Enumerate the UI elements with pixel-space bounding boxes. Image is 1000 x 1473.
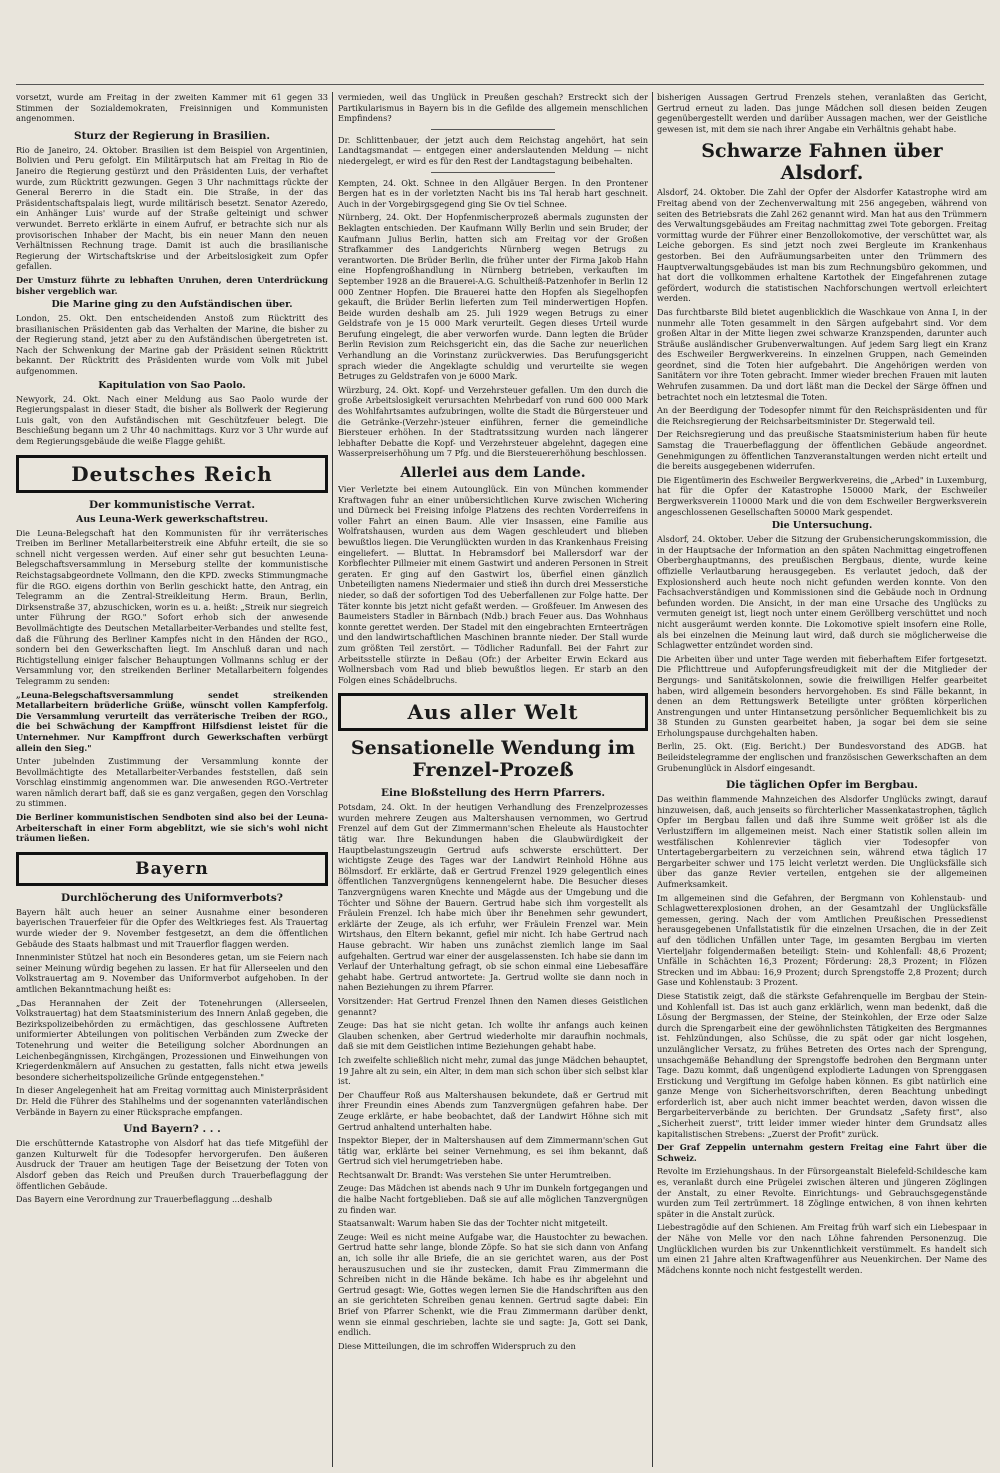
section-title: Aus aller Welt bbox=[407, 700, 579, 725]
article-text: Der Graf Zeppelin unternahm gestern Freitag eine Fahrt über die Schweiz. bbox=[657, 1142, 987, 1163]
article-text: Die erschütternde Katastrophe von Alsdorf hat das tiefe Mitgefühl der ganzen Kulturwelt für die Todesopfer hervorgerufen. Den äußeren Ausdruck der Trauer am heutigen Tage der Beisetzung der Toten von Alsdorf geben das Reich und Preußen durch Trauerbeflaggung der öffentlichen Gebäude. bbox=[16, 1138, 328, 1191]
article-text: Rio de Janeiro, 24. Oktober. Brasilien ist dem Beispiel von Argentinien, Bolivien und Peru gefolgt. Ein Militärputsch hat am Freitag in Rio de Janeiro die Regierung gestürzt und den Präsidenten Luis, der verhaftet wurde, zum Rücktritt gezwungen. Gegen 3 Uhr nachmittags rückte der General Bererro in die Stadt ein. Die Straße, in der das Präsidentschaftspalais liegt, wurde militärisch besetzt. Senator Azeredo, ein Anhänger Luis' wurde auf der Straße gelteinigt und schwer verwundet. Berreto erklärte in einem Aufruf, er betrachte sich nur als provisorischen Inhaber der Macht, bis ein neuer Mann den neuen Verhältnissen Rechnung trage. Damit ist auch die brasilianische Regierung der Wirtschaftskrise und der Arbeitslosigkeit zum Opfer gefallen. bbox=[16, 144, 328, 272]
top-rule bbox=[16, 84, 984, 85]
subheadline: Aus Leuna-Werk gewerkschaftstreu. bbox=[75, 513, 269, 525]
separator bbox=[431, 172, 555, 173]
article-text: Revolte im Erziehungshaus. In der Fürsorgeanstalt Bielefeld-Schildesche kam es, veranlaßt durch eine Prügelei zwischen älteren und jüngeren Zöglingen der Anstalt, zu einer Revolte. Einrichtungs- und Gebrauchsgegenstände wurden zum Teil zertrümmert. 18 Zöglinge entwichen, 8 von ihnen kehrten später in die Anstalt zurück. bbox=[657, 1166, 987, 1219]
column-3 bbox=[657, 92, 987, 1467]
article-text: Die Arbeiten über und unter Tage werden mit fieberhaftem Eifer fortgesetzt. Die Pflichttreue und Aufopferungsfreudigkeit mit der die Mitglieder der Bergungs- und Sanitätskolonnen, sowie die freiwilligen Helfer gearbeitet haben, wird allgemein besonders hervorgehoben. Es sind Fälle bekannt, in denen an dem Rettungswerk Beteiligte unter größten körperlichen Anstrengungen und unter Hintansetzung persönlicher Bequemlichkeit bis zu 38 Stunden zu Gunsten gearbeitet haben, ja sogar bei dem sie seine Erholungspause durchgehalten haben. bbox=[657, 653, 987, 738]
article-text: Der Reichsregierung und das preußische Staatsministerium haben für heute Samstag die Trauerbeflaggung der öffentlichen Gebäude angeordnet. Genehmigungen zu öffentlichen Tanzveranstaltungen werden nicht erteilt und die bereits ausgegebenen widerrufen. bbox=[657, 429, 987, 472]
article-text: Das weithin flammende Mahnzeichen des Alsdorfer Unglücks zwingt, darauf hinzuweisen, daß, auch jenseits so fürchterlicher Massenkatastrophen, täglich Opfer im Bergbau fallen und daß ihre Summe weit größer ist als die Verlustziffern im allgemeinen meist. Nach einer Statistik sollen allein im westfälischen Kohlenrevier täglich vier Todesopfer von Untertagebergarbeitern zu verzeichnen sein, während etwa täglich 17 Bergarbeiter schwer und 175 leicht verletzt werden. Die Unglücksfälle sich über das ganze Revier verteilen, entgehen sie der allgemeinen Aufmerksamkeit. bbox=[657, 794, 987, 889]
article-text: Zeuge: Das Mädchen ist abends nach 9 Uhr im Dunkeln fortgegangen und die halbe Nacht fortgeblieben. Daß sie auf alle möglichen Tanzvergnügen zu finden war. bbox=[338, 1183, 648, 1215]
article-text: Alsdorf, 24. Oktober. Die Zahl der Opfer der Alsdorfer Katastrophe wird am Freitag abend von der Zechenverwaltung mit 256 angegeben, während von seiten des Betriebsrats die Zahl 262 genannt wird. Man hat aus den Trümmern des Verwaltungsgebäudes am Freitag nachmittag zwei Tote geborgen. Freitag vormittag wurde der Führer einer Benzollokomotive, der verschüttet war, als Leiche geborgen. Es sind jetzt noch zwei Bergleute im Krankenhaus gestorben. Bei den Aufräumungsarbeiten unter den Trümmern des Hauptverwaltungsgebäudes ist man bis zum Rechnungsbüro gekommen, und hat dort die vollkommen erhaltene Kartothek der Eingefahrenen zutage gefördert, wodurch die statistischen Nachforschungen wertvoll erleichtert werden. bbox=[657, 187, 987, 304]
article-text: Die Leuna-Belegschaft hat den Kommunisten für ihr verräterisches Treiben im Berliner Metallarbeiterstreik eine Abfuhr erteilt, die sie so schnell nicht vergessen werden. Auf einer sehr gut besuchten Leuna-Belegschaftsversammlung in Merseburg stellte der kommunistische Reichstagsabgeordnete Vollmann, den die KPD. zwecks Stimmungmache für die RGO. eigens dorthin von Berlin geschickt hatte, den Antrag, ein Telegramm an die Zentral-Streikleitung Herm. Braun, Berlin, Dirksenstraße 37, abzuschicken, worin es u. a. heißt: „Streik nur siegreich unter Führung der RGO." Sofort erhob sich der anwesende Bevollmächtigte des Deutschen Metallarbeiter-Verbandes und stellte fest, daß die Führung des Berliner Kampfes nicht in den Händen der RGO., sondern bei den Gewerkschaften liegt. Im Anschluß daran und nach Richtigstellung einiger falscher Behauptungen Vollmanns schlug er der Versammlung vor, den streikenden Berliner Metallarbeitern folgendes Telegramm zu senden: bbox=[16, 527, 328, 686]
article-text: In dieser Angelegenheit hat am Freitag vormittag auch Ministerpräsident Dr. Held die Führer des Stahlhelms und der sogenannten vaterländischen Verbände in Bayern zu einer Rücksprache empfangen. bbox=[16, 1085, 328, 1117]
column-1 bbox=[16, 92, 328, 1467]
headline: Durchlöcherung des Uniformverbots? bbox=[61, 891, 283, 904]
article-text: vermieden, weil das Unglück in Preußen geschah? Erstreckt sich der Partikularismus in Bayern bis in die Gefilde des allgemein menschlichen Empfindens? bbox=[338, 92, 648, 124]
article-text: Innenminister Stützel hat noch ein Besonderes getan, um sie Feiern nach seiner Meinung würdig begehen zu lassen. Er hat für Allerseelen und den Volkstrauertag am 9. November das Uniformverbot aufgehoben. In der amtlichen Bekanntmachung heißt es: bbox=[16, 952, 328, 994]
column-rule bbox=[652, 92, 653, 1467]
column-2 bbox=[338, 92, 648, 1467]
article-text: Die Eigentümerin des Eschweiler Bergwerkvereins, die „Arbed" in Luxemburg, hat für die Opfer der Katastrophe 150000 Mark, der Eschweiler Bergwerksverein 110000 Mark und die von dem Eschweiler Bergwerksverein angeschlossenen Gesellschaften 50000 Mark gespendet. bbox=[657, 474, 987, 517]
article-text: An der Beerdigung der Todesopfer nimmt für den Reichspräsidenten und für die Reichsregierung der Reichsarbeitsminister Dr. Stegerwald teil. bbox=[657, 405, 987, 426]
article-text: vorsetzt, wurde am Freitag in der zweiten Kammer mit 61 gegen 33 Stimmen der Sozialdemokraten, Freisinnigen und Kommunisten angenommen. bbox=[16, 92, 328, 124]
subheadline: Kapitulation von Sao Paolo. bbox=[98, 379, 246, 391]
headline: Die täglichen Opfer im Bergbau. bbox=[726, 779, 918, 792]
article-text: Inspektor Bieper, der in Maltershausen auf dem Zimmermann'schen Gut tätig war, erklärte bei seiner Vernehmung, es sei ihm bekannt, daß Gertrud sich viel herumgetrieben habe. bbox=[338, 1135, 648, 1167]
column-rule bbox=[332, 92, 333, 1467]
section-box-deutsches-reich bbox=[16, 455, 328, 493]
article-text: Der Chauffeur Roß aus Maltershausen bekundete, daß er Gertrud mit ihrer Freundin eines Abends zum Tanzvergnügen gefahren habe. Der Zeuge erklärte, er habe beobachtet, daß der Landwirt Höhne sich mit Gertrud anhaltend unterhalten habe. bbox=[338, 1089, 648, 1132]
article-text: London, 25. Okt. Den entscheidenden Anstoß zum Rücktritt des brasilianischen Präsidenten gab das Verhalten der Marine, die bisher zu der Regierung stand, jetzt aber zu den Aufständischen übergetreten ist. Nach der Schwenkung der Marine gab der Präsident seinen Rücktritt bekannt. Der Rücktritt des Präsidenten wurde vom Volk mit Jubel aufgenommen. bbox=[16, 313, 328, 377]
headline: Sensationelle Wendung im Frenzel-Prozeß bbox=[350, 737, 636, 782]
article-text: Alsdorf, 24. Oktober. Ueber die Sitzung der Grubensicherungskommission, die in der Hauptsache der Information an den späten Nachmittag eingetroffenen Oberberghauptmanns, des preußischen Bergbaus, diente, wurde keine offizielle Verlautbarung herausgegeben. Es verlautet jedoch, daß der Explosionsherd auch heute noch nicht gefunden werden konnte. Von den Fachsachverständigen und Kommissionen sind die Gebäude noch in Ordnung befunden worden. Die Ansicht, in der man eine Ursache des Unglücks zu vermuten geneigt ist, liegt noch unter einem Geröllberg verschüttet und noch nicht ausgeräumt werden konnte. Die Lokomotive spielt insofern eine Rolle, als bei einzelnen die Meinung laut wird, daß durch sie möglicherweise die Schlagwetter entzündet worden sind. bbox=[657, 534, 987, 651]
section-box-aus-aller-welt bbox=[338, 693, 648, 731]
section-title: Bayern bbox=[135, 858, 209, 879]
article-text: „Das Herannahen der Zeit der Totenehrungen (Allerseelen, Volkstrauertag) hat dem Staatsministerium des Innern Anlaß gegeben, die Bezirkspolizeibehörden zu ermächtigen, das geschlossene Auftreten uniformierter Abteilungen von politischen Verbänden zum Zwecke der Totenehrung und weiter die Beteiligung solcher Abordnungen an Leichenbegängnissen, Kirchgängen, Prozessionen und Einweihungen von Kriegerdenkmälern auf Ansuchen zu gestatten, falls nicht etwa jeweils besondere sicherheitspolizeiliche Gründe entgegenstehen." bbox=[16, 997, 328, 1082]
section-title: Deutsches Reich bbox=[71, 461, 273, 486]
article-text: bisherigen Aussagen Gertrud Frenzels stehen, veranlaßten das Gericht, Gertrud erneut zu laden. Das junge Mädchen soll diesen beiden Zeugen gegenübergestellt werden und darüber Aussagen machen, wer der Geistliche gewesen ist, mit dem sie nach ihrer Angabe ein Verhältnis gehabt habe. bbox=[657, 92, 987, 134]
headline: Sturz der Regierung in Brasilien. bbox=[74, 129, 270, 142]
article-text: Vier Verletzte bei einem Autounglück. Ein von München kommender Kraftwagen fuhr an einer unübersichtlichen Kurve zwischen Wichering und Dürneck bei Freising infolge Platzens des rechten Vorderreifens in voller Fahrt an einen Baum. Alle vier Insassen, eine Familie aus Wolfratshausen, wurden aus dem Wagen geschleudert und blieben bewußtlos liegen. Die Verunglückten wurden in das Krankenhaus Freising eingeliefert. — Bluttat. In Hebramsdorf bei Mallersdorf war der Korbflechter Pillmeier mit einem Gastwirt und anderen Personen in Streit geraten. Er ging auf den Gastwirt los, überfiel einen gänzlich Unbeteiligten namens Niedermaier und stieß ihn durch drei Messerstiche nieder, so daß der sofortigen Tod des Ueberfallenen zur Folge hatte. Der Täter konnte bis jetzt nicht gefaßt werden. — Großfeuer. Im Anwesen des Baumeisters Stadler in Bärnbach (Ndb.) brach Feuer aus. Das Wohnhaus konnte gerettet werden. Der Stadel mit den eingebrachten Ernteerträgen und den landwirtschaftlichen Maschinen brannte nieder. Der Stall wurde zum größten Teil zerstört. — Tödlicher Radunfall. Bei der Fahrt zur Arbeitsstelle stürzte in Deßau (Ofr.) der Arbeiter Erwin Eckard aus Wollnersbach vom Rad und blieb bewußtlos liegen. Er starb an den Folgen eines Schädelbruchs. bbox=[338, 484, 648, 685]
article-text: Rechtsanwalt Dr. Brandt: Was verstehen Sie unter Herumtreiben. bbox=[338, 1169, 612, 1180]
article-text: Dr. Schlittenbauer, der jetzt auch dem Reichstag angehört, hat sein Landtagsmandat — entgegen einer anderslautenden Meldung — nicht niedergelegt, er wird es für den Rest der Landtagstagung beibehalten. bbox=[338, 134, 648, 166]
article-text: Das Bayern eine Verordnung zur Trauerbeflaggung ...deshalb bbox=[16, 1194, 273, 1205]
article-text: Potsdam, 24. Okt. In der heutigen Verhandlung des Frenzelprozesses wurden mehrere Zeugen aus Maltershausen vernommen, wo Gertrud Frenzel auf dem Gut der Zimmermann'schen Eheleute als Haustochter tätig war. Ihre Bekundungen haben die Glaubwürdigkeit der Hauptbelastungszeugin Gertrud aufs schwerste erschüttert. Der wichtigste Zeuge des Tages war der Landwirt Reinhold Höhne aus Bölmsdorf. Er erklärte, daß er Gertrud Frenzel 1929 gelegentlich eines öffentlichen Tanzvergnügens kennengelernt habe. Die Besucher dieses Tanzvergnügens waren Knechte und Mägde aus der Umgebung und die Töchter und Söhne der Bauern. Gertrud habe sich ihm vorgestellt als Fräulein Frenzel. Ich habe mich über ihr Benehmen sehr gewundert, erklärte der Zeuge, als ich erfuhr, wer Fräulein Frenzel war. Mein Wirtshaus, den Eltern bekannt, gefiel mir nicht. Ich habe Gertrud nach Hause gebracht. Wir haben uns zunächst ziemlich lange im Saal aufgehalten. Gertrud war einer der ausgelassensten. Ich habe sie dann im Verlauf der Unterhaltung gefragt, ob sie schon einmal eine Liebesaffäre gehabt habe. Gertrud antwortete: Ja. Gertrud wollte sie dann noch in nahen Beziehungen zu ihrem Pfarrer. bbox=[338, 802, 648, 993]
article-text: Diese Mitteilungen, die im schroffen Widerspruch zu den bbox=[338, 1340, 576, 1351]
subheadline: Die Marine ging zu den Aufständischen über. bbox=[51, 299, 293, 311]
article-text: „Leuna-Belegschaftsversammlung sendet streikenden Metallarbeitern brüderliche Grüße, wünscht vollen Kampferfolg. Die Versammlung verurteilt das verräterische Treiben der RGO., die bei Schwächung der Kampffront Hilfsdienst leistet für die Unternehmer. Nur Kampffront durch Gewerkschaften verbürgt allein den Sieg." bbox=[16, 689, 328, 753]
headline: Allerlei aus dem Lande. bbox=[400, 465, 586, 481]
article-text: Nürnberg, 24. Okt. Der Hopfenmischerprozeß abermals zugunsten der Beklagten entschieden. Der Kaufmann Willy Berlin und sein Bruder, der Kaufmann Julius Berlin, hatten sich am Freitag vor der Großen Strafkammer des Landgerichts Nürnberg wegen Betrugs zu verantworten. Die Brüder Berlin, die früher unter der Firma Jakob Hahn eine Hopfengroßhandlung in Nürnberg betrieben, verkauften im September 1928 an die Brauerei-A.G. Schultheiß-Patzenhofer in Berlin 12 000 Zentner Hopfen. Die Brauerei hatte den Hopfen als Siegelhopfen gekauft, die Brüder Berlin lieferten zum Teil minderwertigen Hopfen. Beide wurden deshalb am 25. Juli 1929 wegen Betrugs zu einer Geldstrafe von je 15 000 Mark verurteilt. Gegen dieses Urteil wurde Berufung eingelegt, die aber verworfen wurde. Dann legten die Brüder Berlin Revision zum Reichsgericht ein, das die Sache zur neuerlichen Verhandlung an die Vorinstanz zurückverwies. Das Berufungsgericht sprach wieder die Angeklagte schuldig und verurteilte sie wegen Betruges zu Geldstrafen von je 6000 Mark. bbox=[338, 212, 648, 382]
article-text: Zeuge: Weil es nicht meine Aufgabe war, die Haustochter zu bewachen. Gertrud hatte sehr lange, blonde Zöpfe. So hat sie sich dann von Anfang an, ich solle ihr alle Briefe, die an sie gerichtet waren, aus der Post herauszusuchen und sie ihr zustecken, damit Frau Zimmermann die Schreiben nicht in die Hände bekäme. Ich habe es ihr abgelehnt und Gertrud gesagt: Wie, Gottes wegen lernen Sie die Handschriften aus den an sie gerichteten Schreiben genau kennen. Gertrud sagte dabei: Ein Brief von Pfarrer Schenkt, wie die Frau Zimmermann darüber denkt, wenn sie einmal geschrieben, lachte sie und sagte: Ja, Gott sei Dank, endlich. bbox=[338, 1231, 648, 1338]
article-text: Das furchtbarste Bild bietet augenblicklich die Waschkaue von Anna I, in der nunmehr alle Toten gesammelt in den Särgen aufgebahrt sind. Vor dem großen Altar in der Mitte liegen zwei schwarze Kranzspenden, darunter auch Sträuße ausländischer Grubenverwaltungen. Auf jedem Sarg liegt ein Kranz des Eschweiler Bergwerkvereins. In einzelnen Gruppen, nach Gemeinden geordnet, sind die Toten hier aufgebahrt. Die Angehörigen werden von Sanitätern vor ihre Toten gebracht. Immer wieder brechen Frauen mit lauten Wehrufen zusammen. Da und dort läßt man die Deckel der Särge öffnen und betrachtet noch ein letztesmal die Toten. bbox=[657, 306, 987, 402]
headline: Der kommunistische Verrat. bbox=[89, 498, 255, 511]
section-box-bayern bbox=[16, 852, 328, 886]
article-text: Liebestragödie auf den Schienen. Am Freitag früh warf sich ein Liebespaar in der Nähe von Melle vor den nach Löhne fahrenden Personenzug. Die Unglücklichen wurden bis zur Unkenntlichkeit verstümmelt. Es handelt sich um einen 21 Jahre alten Kraftwagenführer aus Neuenkirchen. Der Name des Mädchens konnte noch nicht festgestellt werden. bbox=[657, 1222, 987, 1275]
article-text: Unter jubelnden Zustimmung der Versammlung konnte der Bevollmächtigte des Metallarbeiter-Verbandes feststellen, daß sein Vorschlag einstimmig angenommen war. Die anwesenden RGO.-Vertreter waren nämlich derart baff, daß sie es ganz vergaßen, gegen den Vorschlag zu stimmen. bbox=[16, 756, 328, 809]
article-text: Vorsitzender: Hat Gertrud Frenzel Ihnen den Namen dieses Geistlichen genannt? bbox=[338, 995, 648, 1017]
headline: Schwarze Fahnen über Alsdorf. bbox=[701, 140, 943, 185]
article-text: Zeuge: Das hat sie nicht getan. Ich wollte ihr anfangs auch keinen Glauben schenken, aber Gertrud wiederholte mir daraufhin nochmals, daß sie mit dem Geistlichen intime Beziehungen gehabt habe. bbox=[338, 1020, 648, 1052]
separator bbox=[431, 129, 555, 130]
subheadline: Eine Bloßstellung des Herrn Pfarrers. bbox=[380, 787, 606, 800]
article-text: Im allgemeinen sind die Gefahren, der Bergmann von Kohlenstaub- und Schlagwetterexplosionen drohen, an der Gesamtzahl der Unglücksfälle gemessen, gering. Nach der vom Amtlichen Preußischen Pressedienst herausgegebenen Unfallstatistik für die einzelnen Ursachen, die in der Zeit auf den tödlichen Unfällen unter Tage, im gesamten Bergbau im vierten Vierteljahr folgendermaßen beteiligt: Stein- und Kohlenfall: 48,6 Prozent; Unfälle in Schächten 16,3 Prozent; Förderung: 28,3 Prozent; in Flözen Strecken und im Abbau: 16,9 Prozent; durch Sprengstoffe 2,8 Prozent; durch Gase und Kohlenstaub: 3 Prozent. bbox=[657, 892, 987, 988]
article-text: Bayern hält auch heuer an seiner Ausnahme einer besonderen bayerischen Trauerfeier für die Opfer des Weltkrieges fest. Als Trauertag wurde wieder der 9. November festgesetzt, an dem die öffentlichen Gebäude des Staats halbmast und mit Trauerflor flaggen werden. bbox=[16, 906, 328, 949]
article-text: Der Umsturz führte zu lebhaften Unruhen, deren Unterdrückung bisher vergeblich war. bbox=[16, 274, 328, 296]
article-text: Kempten, 24. Okt. Schnee in den Allgäuer Bergen. In den Prontener Bergen hat es in der vorletzten Nacht bis ins Tal herab hart geschneit. Auch in der Vorgebirgsgegend ging Sie Ov tiel Schnee. bbox=[338, 177, 648, 209]
article-text: Die Berliner kommunistischen Sendboten sind also bei der Leuna-Arbeiterschaft in einer Form abgeblitzt, wie sie sich's wohl nicht träumen ließen. bbox=[16, 812, 328, 844]
article-text: Newyork, 24. Okt. Nach einer Meldung aus Sao Paolo wurde der Regierungspalast in dieser Stadt, die bisher als Bollwerk der Regierung Luis galt, von den Aufständischen mit Geschützfeuer belegt. Die Beschießung begann um 2 Uhr 40 nachmittags. Kurz vor 3 Uhr wurde auf dem Regierungsgebäude die weiße Flagge gehißt. bbox=[16, 393, 328, 447]
article-text: Staatsanwalt: Warum haben Sie das der Tochter nicht mitgeteilt. bbox=[338, 1218, 608, 1229]
article-text: Ich zweifelte schließlich nicht mehr, zumal das junge Mädchen behauptet, 19 Jahre alt zu sein, ein Alter, in dem man sich schon über sich selbst klar ist. bbox=[338, 1054, 648, 1087]
headline: Und Bayern? . . . bbox=[123, 1123, 221, 1136]
subheadline: Die Untersuchung. bbox=[771, 520, 873, 532]
article-text: Würzburg, 24. Okt. Kopf- und Verzehrsteuer gefallen. Um den durch die große Arbeitslosigkeit verursachten Mehrbedarf von rund 600 000 Mark des Wohlfahrtsamtes aufzubringen, wollte die Stadt die Bürgersteuer und die Getränke-(Verzehr-)steuer einführen, ferner die gemeindliche Biersteuer erhöhen. In der Stadtratssitzung wurden nach längerer lebhafter Debatte die Kopf- und Verzehrsteuer abgelehnt, dagegen eine Wasserpreiserhöhung um 7 Pfg. und die Biersteuererhöhung beschlossen. bbox=[338, 384, 648, 459]
article-text: Berlin, 25. Okt. (Eig. Bericht.) Der Bundesvorstand des ADGB. hat Beileidstelegramme der englischen und französischen Gewerkschaften an dem Grubenunglück in Alsdorf eingesandt. bbox=[657, 741, 987, 773]
article-text: Diese Statistik zeigt, daß die stärkste Gefahrenquelle im Bergbau der Stein- und Kohlenfall ist. Das ist auch ganz erklärlich, wenn man bedenkt, daß die Lösung der Bergmassen, der Steine, der Steinkohlen, der Erze oder Salze durch die Sprengarbeit eine der gewöhnlichsten Tätigkeiten des Bergmannes ist. Fehlzündungen, also Schüsse, die zu spät oder gar nicht losgehen, unzulänglicher Versatz, zu frühes Betreten des Ortes nach der Sprengung, unsachgemäße Behandlung der Sprengstoffe bedrohen den Bergmann unter Tage. Dazu kommt, daß ungenügend explodierte Ladungen von Sprenggasen Erstickung und Vergiftung im Gefolge haben können. Es gibt natürlich eine ganze Menge von Sicherheitsvorschriften, deren Beachtung unbedingt erforderlich ist, aber auch nicht immer beachtet werden, davon wissen die Bergarbeiterverbände zu berichten. Der Grundsatz „Safety first", also „Sicherheit zuerst", tritt leider immer wieder hinter dem Grundsatz alles kapitalistischen Strebens: „Zuerst der Profit" zurück. bbox=[657, 990, 987, 1139]
